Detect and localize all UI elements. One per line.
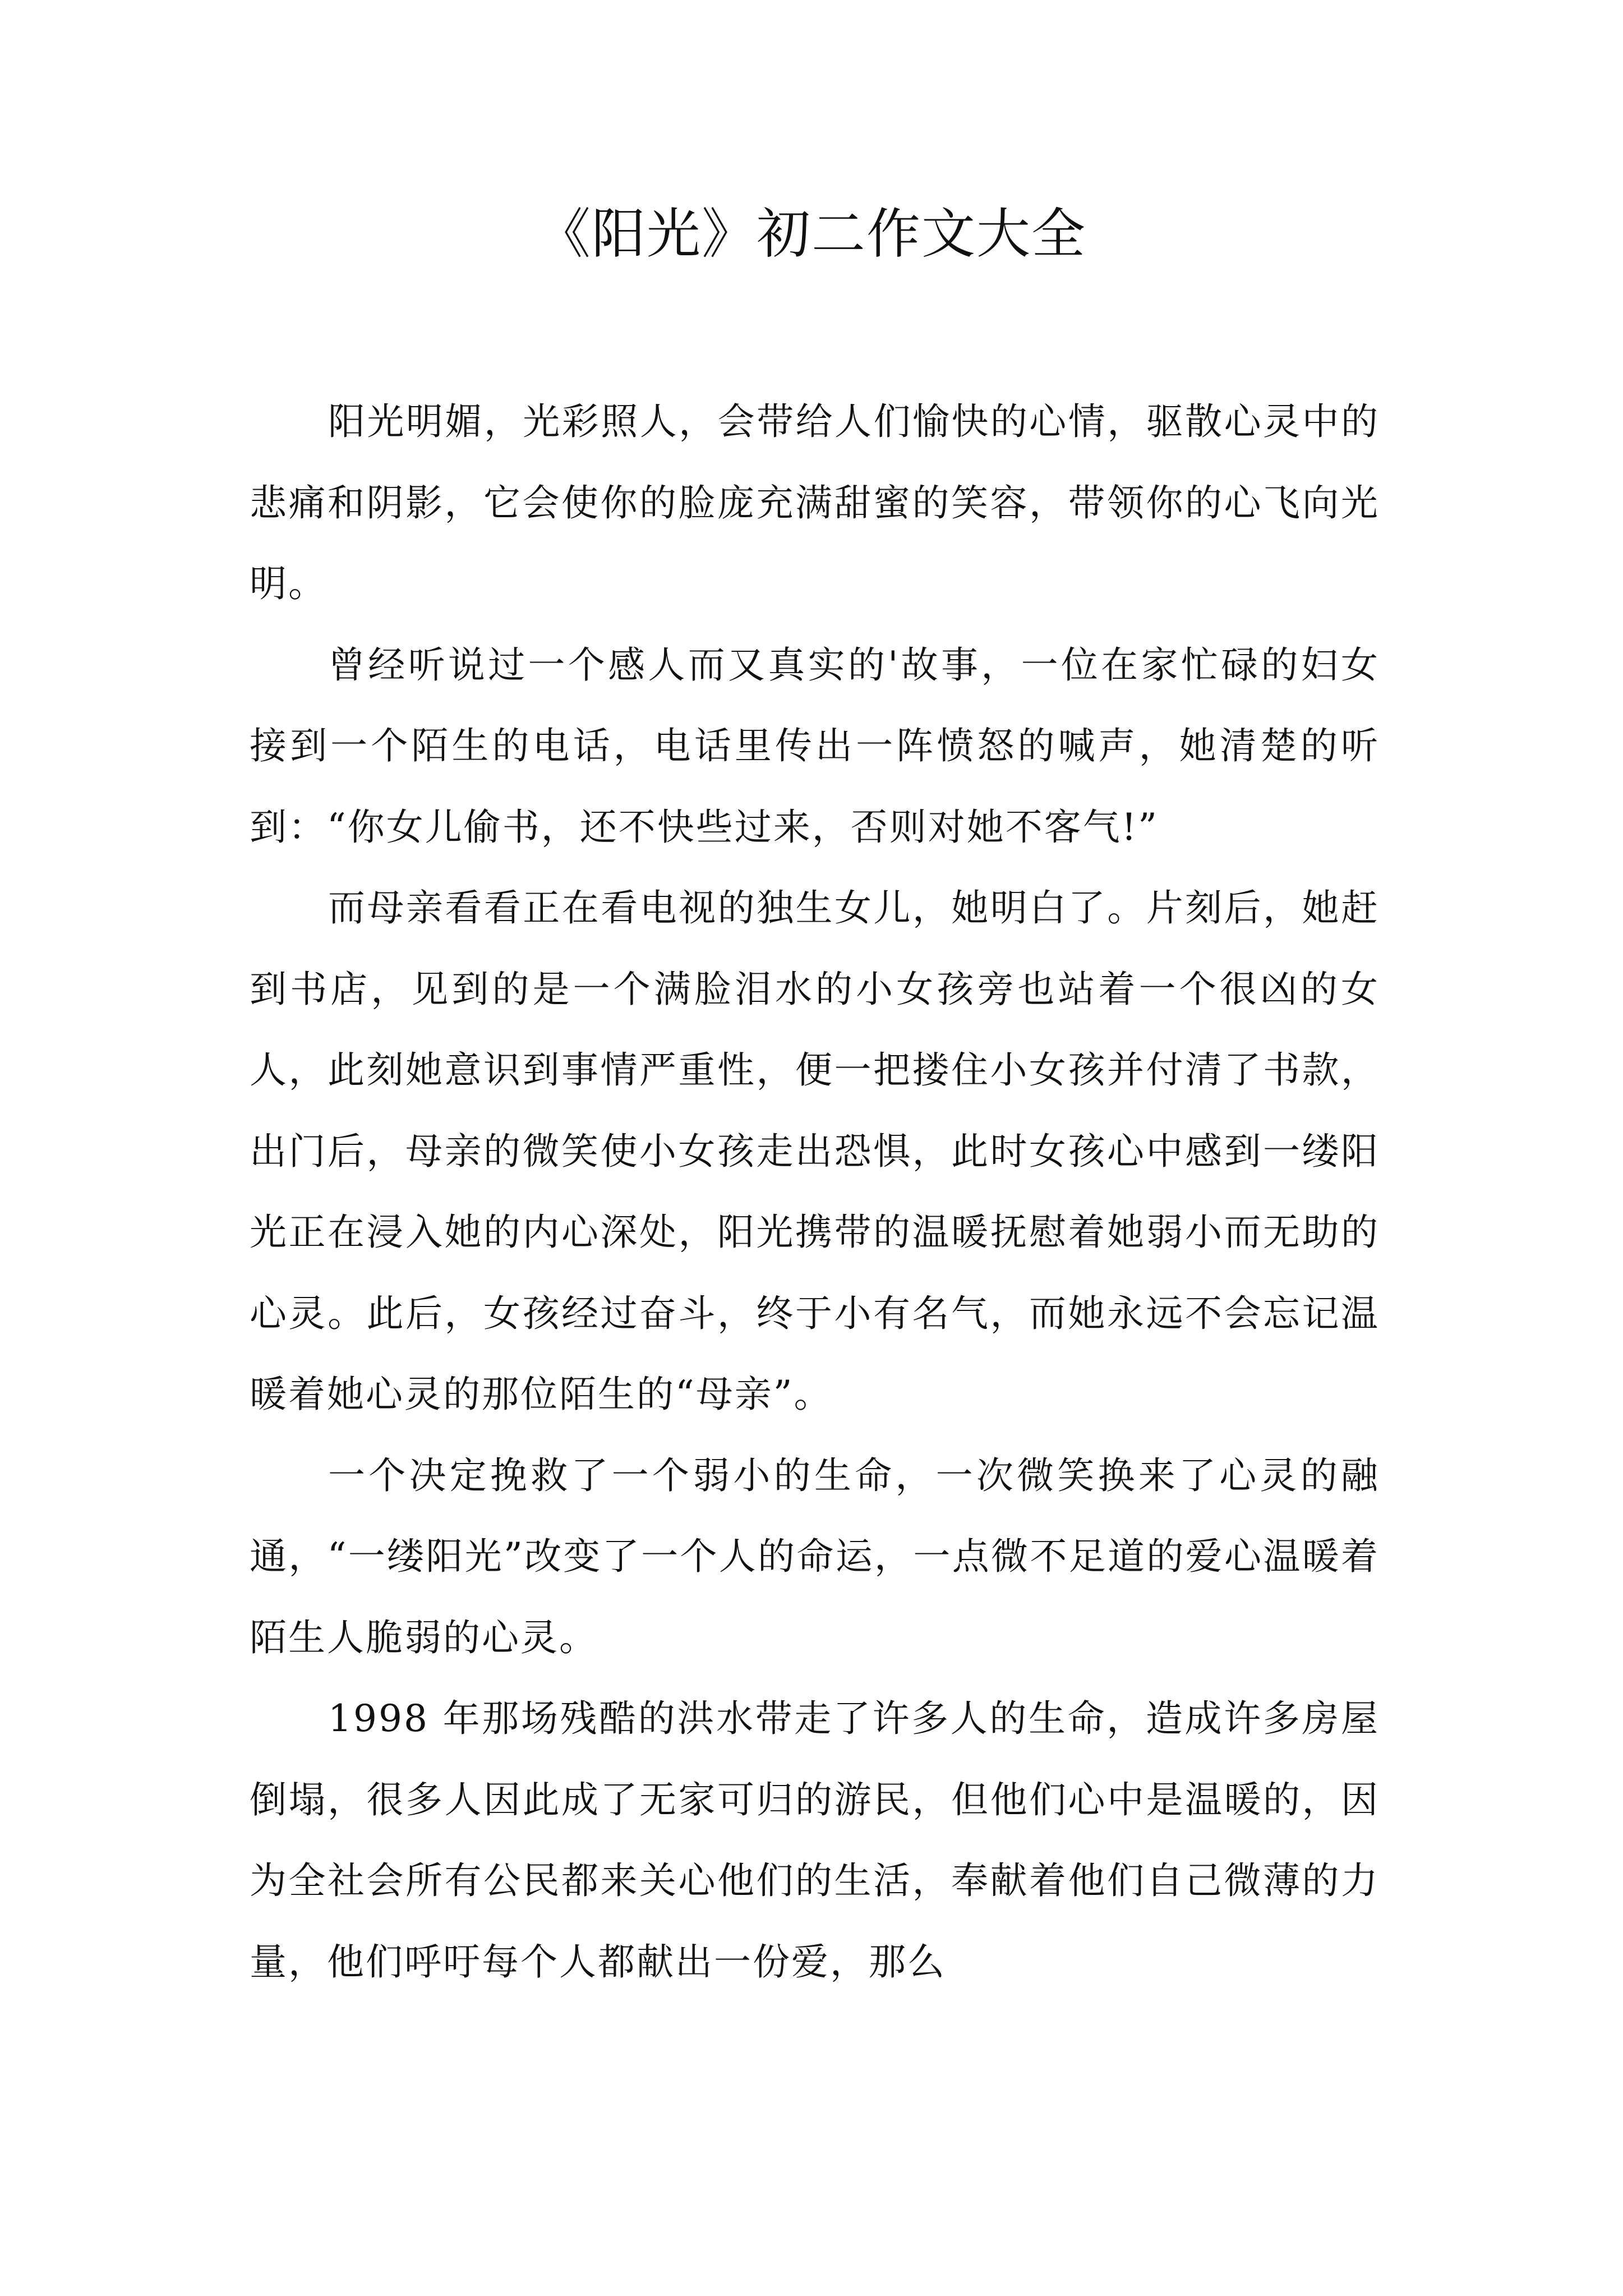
document-title: 《阳光》初二作文大全 xyxy=(537,203,1086,265)
paragraph-4: 一个决定挽救了一个弱小的生命，一次微笑换来了心灵的融通，“一缕阳光”改变了一个人的命运，一点微不足道的爱心温暖着陌生人脆弱的心灵。 xyxy=(250,1453,1380,1659)
paragraph-5: 1998 年那场残酷的洪水带走了许多人的生命，造成许多房屋倒塌，很多人因此成了无家可归的游民，但他们心中是温暖的，因为全社会所有公民都来关心他们的生活，奉献着他们自己微薄的力量，他们呼吁每个人都献出一份爱，那么 xyxy=(250,1697,1380,1984)
paragraph-2: 曾经听说过一个感人而又真实的'故事，一位在家忙碌的妇女接到一个陌生的电话，电话里传出一阵愤怒的喊声，她清楚的听到：“你女儿偷书，还不快些过来，否则对她不客气!” xyxy=(250,643,1380,849)
paragraph-3: 而母亲看看正在看电视的独生女儿，她明白了。片刻后，她赶到书店，见到的是一个满脸泪水的小女孩旁也站着一个很凶的女人，此刻她意识到事情严重性，便一把搂住小女孩并付清了书款，出门后，母亲的微笑使小女孩走出恐惧，此时女孩心中感到一缕阳光正在浸入她的内心深处，阳光携带的温暖抚慰着她弱小而无助的心灵。此后，女孩经过奋斗，终于小有名气，而她永远不会忘记温暖着她心灵的那位陌生的“母亲”。 xyxy=(250,886,1380,1416)
document-body xyxy=(250,381,1380,2003)
paragraph-1: 阳光明媚，光彩照人，会带给人们愉快的心情，驱散心灵中的悲痛和阴影，它会使你的脸庞充满甜蜜的笑容，带领你的心飞向光明。 xyxy=(250,400,1380,605)
